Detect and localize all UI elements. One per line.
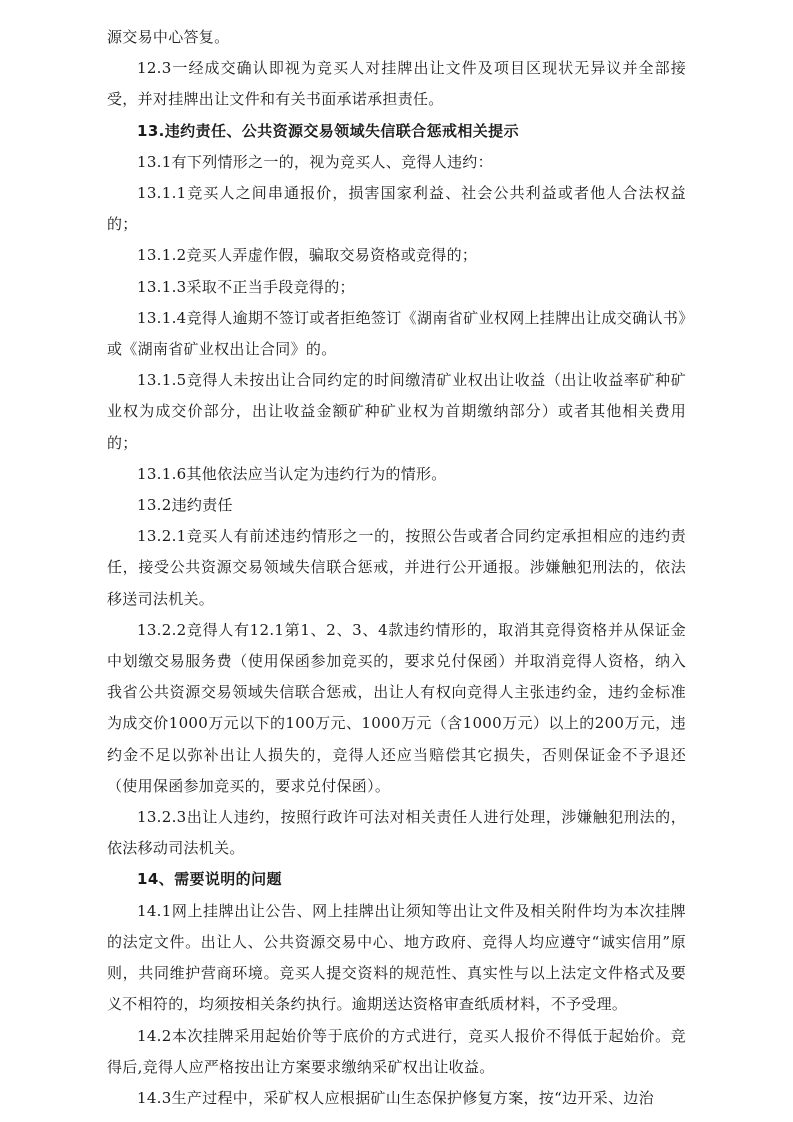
body-paragraph: 13.1.3采取不正当手段竞得的； bbox=[137, 277, 355, 296]
body-paragraph: 13.1.6其他依法应当认定为违约行为的情形。 bbox=[137, 464, 447, 483]
body-paragraph: 源交易中心答复。 bbox=[107, 28, 230, 46]
body-paragraph: 14.1网上挂牌出让公告、网上挂牌出让须知等出让文件及相关附件均为本次挂牌的法定文件。出让人、公共资源交易中心、地方政府、竞得人均应遵守“诚实信用”原则，共同维护营商环境。竞买人提交资料的规范性、真实性与以上法定文件格式及要义不相符的，均须按相关条约执行。逾期送达资格审查纸质材料，不予受理。 bbox=[107, 901, 686, 1014]
section-heading: 13.违约责任、公共资源交易领域失信联合惩戒相关提示 bbox=[137, 121, 519, 140]
body-paragraph: 14.2本次挂牌采用起始价等于底价的方式进行，竞买人报价不得低于起始价。竞得后,竞得人应严格按出让方案要求缴纳采矿权出让收益。 bbox=[107, 1026, 686, 1076]
body-paragraph: 13.2违约责任 bbox=[137, 496, 233, 515]
body-paragraph: 13.1.4竞得人逾期不签订或者拒绝签订《湖南省矿业权网上挂牌出让成交确认书》或《湖南省矿业权出让合同》的。 bbox=[107, 308, 686, 359]
body-paragraph: 13.1有下列情形之一的，视为竞买人、竞得人违约： bbox=[137, 152, 493, 171]
body-paragraph: 13.1.1竞买人之间串通报价，损害国家利益、社会公共利益或者他人合法权益的； bbox=[107, 184, 686, 234]
body-paragraph: 13.2.1竞买人有前述违约情形之一的，按照公告或者合同约定承担相应的违约责任，接受公共资源交易领域失信联合惩戒，并进行公开通报。涉嫌触犯刑法的，依法移送司法机关。 bbox=[107, 527, 686, 608]
body-paragraph: 13.1.2竞买人弄虚作假，骗取交易资格或竞得的； bbox=[137, 246, 478, 265]
body-paragraph: 12.3一经成交确认即视为竞买人对挂牌出让文件及项目区现状无异议并全部接受，并对挂牌出让文件和有关书面承诺承担责任。 bbox=[107, 59, 686, 109]
body-paragraph: 13.1.5竞得人未按出让合同约定的时间缴清矿业权出让收益（出让收益率矿种矿业权为成交价部分，出让收益金额矿种矿业权为首期缴纳部分）或者其他相关费用的； bbox=[107, 371, 686, 452]
document-page bbox=[107, 22, 686, 1114]
body-paragraph: 13.2.3出让人违约，按照行政许可法对相关责任人进行处理，涉嫌触犯刑法的，依法移动司法机关。 bbox=[107, 808, 686, 858]
body-paragraph: 14.3生产过程中，采矿权人应根据矿山生态保护修复方案，按“边开采、边治 bbox=[137, 1088, 654, 1107]
section-heading: 14、需要说明的问题 bbox=[137, 870, 282, 889]
body-paragraph: 13.2.2竞得人有12.1第1、2、3、4款违约情形的，取消其竞得资格并从保证金中划缴交易服务费（使用保函参加竞买的，要求兑付保函）并取消竞得人资格，纳入我省公共资源交易领域失信联合惩戒，出让人有权向竞得人主张违约金，违约金标准为成交价1000万元以下的100万元、1000万元（含1000万元）以上的200万元，违约金不足以弥补出让人损失的，竞得人还应当赔偿其它损失，否则保证金不予退还（使用保函参加竞买的，要求兑付保函）。 bbox=[107, 620, 686, 795]
